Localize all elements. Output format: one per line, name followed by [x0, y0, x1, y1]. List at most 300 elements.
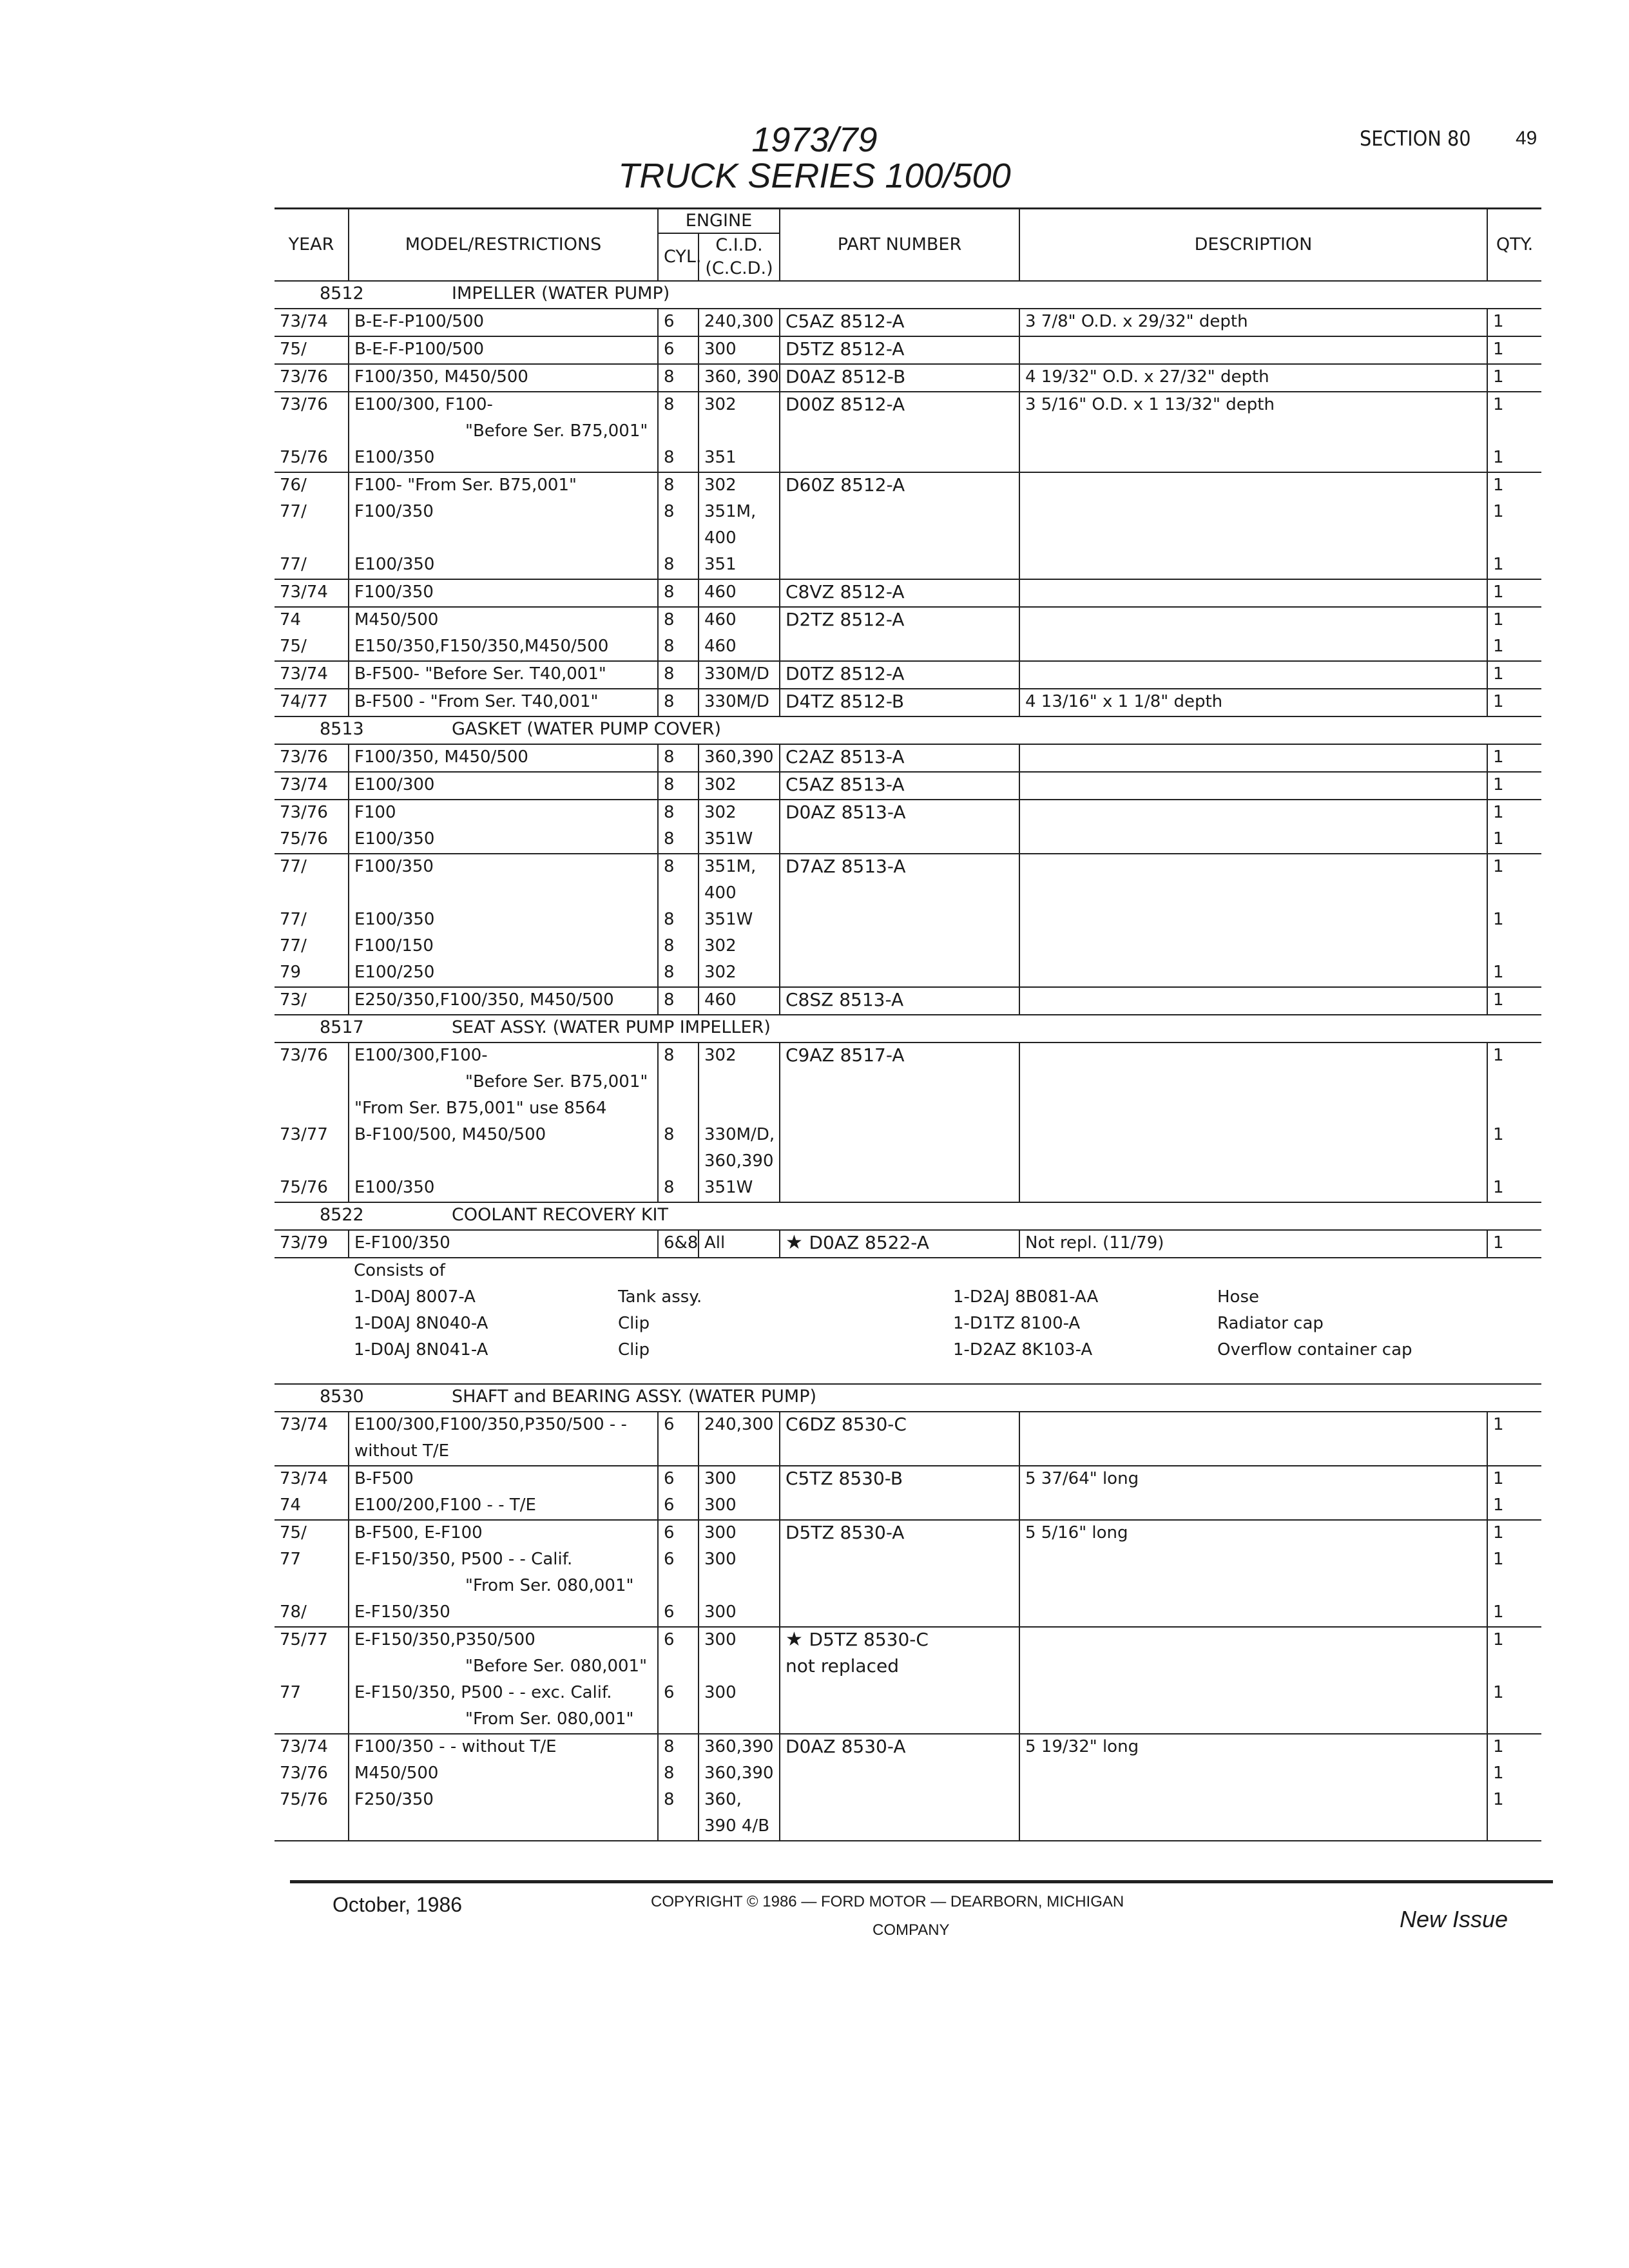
footer-issue: New Issue — [1400, 1906, 1509, 1932]
row-cid: 460 — [699, 607, 780, 634]
row-cid: 351M, — [699, 854, 780, 881]
row-model: E100/350 — [349, 445, 658, 472]
consists-label-row — [275, 1258, 1541, 1285]
row-description — [1019, 987, 1487, 1015]
row-cyl: 8 — [658, 1122, 699, 1149]
section-header-8530 — [275, 1384, 1541, 1412]
row-part — [780, 472, 1019, 499]
table-row — [275, 1814, 1541, 1841]
row-part — [780, 1175, 1019, 1202]
row-cid: 360, 390 — [699, 364, 780, 392]
row-qty: 1 — [1487, 634, 1541, 661]
row-cid: 351W — [699, 827, 780, 854]
row-year: 73/76 — [280, 1763, 328, 1783]
row-qty: 1 — [1487, 1787, 1541, 1814]
row-cid: 302 — [699, 934, 780, 960]
section-title: IMPELLER (WATER PUMP) — [452, 284, 670, 303]
section-title: SHAFT and BEARING ASSY. (WATER PUMP) — [452, 1387, 817, 1407]
row-year: 73/79 — [280, 1233, 328, 1253]
row-model — [349, 1814, 658, 1841]
row-cyl: 6 — [658, 1466, 699, 1493]
table-row — [275, 661, 1541, 689]
row-description — [1019, 1573, 1487, 1600]
table-row — [275, 1122, 1541, 1149]
row-description — [1019, 336, 1487, 364]
row-cid: 240,300 — [699, 1412, 780, 1439]
row-year: 74 — [280, 1495, 302, 1515]
row-model: E100/250 — [349, 960, 658, 987]
row-description: 3 5/16" O.D. x 1 13/32" depth — [1019, 392, 1487, 419]
row-model: B-F500- "Before Ser. T40,001" — [349, 661, 658, 689]
table-row — [275, 907, 1541, 934]
row-year: 77 — [280, 1683, 302, 1702]
row-cid: 400 — [699, 881, 780, 907]
row-year: 73/ — [280, 990, 307, 1010]
footer-company: COMPANY — [872, 1921, 950, 1939]
table-row — [275, 1573, 1541, 1600]
row-qty — [1487, 526, 1541, 552]
row-part — [780, 1761, 1019, 1787]
row-cyl: 6 — [658, 1493, 699, 1520]
consists-part2: 1-D1TZ 8100-A — [953, 1314, 1081, 1333]
title-years: 1973/79 — [751, 120, 878, 159]
row-qty: 1 — [1487, 1466, 1541, 1493]
row-description — [1019, 1122, 1487, 1149]
row-model: without T/E — [349, 1439, 658, 1466]
row-description — [1019, 445, 1487, 472]
consists-name2: Overflow container cap — [1217, 1340, 1412, 1360]
row-model: F100/150 — [349, 934, 658, 960]
row-model: B-F100/500, M450/500 — [349, 1122, 658, 1149]
row-cid: 360, — [699, 1787, 780, 1814]
part-number: D2TZ 8512-A — [786, 609, 905, 630]
col-cyl: CYL. — [658, 233, 699, 281]
row-part — [780, 689, 1019, 716]
row-year: 75/76 — [280, 448, 328, 467]
part-number: D5TZ 8512-A — [786, 338, 905, 360]
row-description — [1019, 960, 1487, 987]
row-description — [1019, 579, 1487, 607]
row-year: 77/ — [280, 936, 307, 956]
row-cyl: 8 — [658, 579, 699, 607]
row-year: 75/76 — [280, 1178, 328, 1197]
row-qty — [1487, 1439, 1541, 1466]
row-model: B-F500 — [349, 1466, 658, 1493]
table-row — [275, 1627, 1541, 1654]
part-number: C5AZ 8512-A — [786, 311, 905, 332]
row-qty: 1 — [1487, 772, 1541, 800]
part-number: C6DZ 8530-C — [786, 1414, 907, 1435]
section-title: COOLANT RECOVERY KIT — [452, 1205, 669, 1225]
consists-part2: 1-D2AJ 8B081-AA — [953, 1287, 1099, 1307]
row-model: F100/350 — [349, 854, 658, 881]
row-part — [780, 1707, 1019, 1734]
row-description — [1019, 1070, 1487, 1096]
row-model: E100/300 — [349, 772, 658, 800]
row-qty: 1 — [1487, 1230, 1541, 1258]
row-qty: 1 — [1487, 336, 1541, 364]
row-model: B-F500 - "From Ser. T40,001" — [349, 689, 658, 716]
col-engine: ENGINE — [658, 209, 780, 234]
table-row — [275, 827, 1541, 854]
row-part — [780, 1600, 1019, 1627]
row-description: 4 19/32" O.D. x 27/32" depth — [1019, 364, 1487, 392]
row-description — [1019, 1600, 1487, 1627]
row-cid: 302 — [699, 772, 780, 800]
table-row — [275, 772, 1541, 800]
row-description: 4 13/16" x 1 1/8" depth — [1019, 689, 1487, 716]
row-cyl — [658, 1439, 699, 1466]
row-description: 3 7/8" O.D. x 29/32" depth — [1019, 309, 1487, 336]
row-cyl: 6 — [658, 1412, 699, 1439]
part-number: C5AZ 8513-A — [786, 774, 905, 795]
row-part — [780, 1122, 1019, 1149]
row-qty: 1 — [1487, 1493, 1541, 1520]
row-cid: 302 — [699, 960, 780, 987]
row-model: F100/350, M450/500 — [349, 364, 658, 392]
row-year: 77/ — [280, 857, 307, 876]
row-year — [275, 1814, 349, 1841]
row-year: 73/74 — [280, 1469, 328, 1488]
row-part — [780, 579, 1019, 607]
row-cid: 300 — [699, 1466, 780, 1493]
row-qty: 1 — [1487, 1412, 1541, 1439]
row-qty: 1 — [1487, 607, 1541, 634]
table-row — [275, 499, 1541, 526]
row-cid: 360,390 — [699, 1734, 780, 1761]
row-year: 73/76 — [280, 1046, 328, 1065]
row-cid: 300 — [699, 1547, 780, 1573]
row-cid: 360,390 — [699, 1761, 780, 1787]
row-cyl: 8 — [658, 772, 699, 800]
row-cyl: 6 — [658, 1547, 699, 1573]
row-description: 5 37/64" long — [1019, 1466, 1487, 1493]
row-part — [780, 1734, 1019, 1761]
row-model: B-E-F-P100/500 — [349, 309, 658, 336]
row-qty: 1 — [1487, 1680, 1541, 1707]
row-description — [1019, 854, 1487, 881]
row-cyl — [658, 1654, 699, 1680]
consists-part: 1-D0AJ 8N041-A — [354, 1340, 488, 1360]
row-part — [780, 772, 1019, 800]
row-model: E-F150/350,P350/500 — [349, 1627, 658, 1654]
table-row — [275, 881, 1541, 907]
row-description — [1019, 1761, 1487, 1787]
row-part — [780, 499, 1019, 526]
row-year: 74 — [280, 610, 302, 629]
row-year: 75/ — [280, 637, 307, 656]
row-cyl: 8 — [658, 854, 699, 881]
row-year: 74/77 — [280, 692, 328, 711]
row-model: E100/300,F100- — [349, 1043, 658, 1070]
row-description: Not repl. (11/79) — [1019, 1230, 1487, 1258]
row-model: E100/350 — [349, 1175, 658, 1202]
row-part — [780, 661, 1019, 689]
row-qty: 1 — [1487, 1761, 1541, 1787]
row-model: E150/350,F150/350,M450/500 — [349, 634, 658, 661]
row-cyl: 8 — [658, 827, 699, 854]
table-row — [275, 960, 1541, 987]
row-model: E250/350,F100/350, M450/500 — [349, 987, 658, 1015]
row-description — [1019, 827, 1487, 854]
row-model: M450/500 — [349, 607, 658, 634]
section-header-8517 — [275, 1015, 1541, 1043]
table-row — [275, 689, 1541, 716]
table-row — [275, 419, 1541, 445]
row-model: "From Ser. B75,001" use 8564 — [349, 1096, 658, 1122]
part-number: D60Z 8512-A — [786, 474, 905, 495]
row-qty — [1487, 881, 1541, 907]
table-row — [275, 1096, 1541, 1122]
row-description — [1019, 499, 1487, 526]
table-row — [275, 364, 1541, 392]
row-year — [275, 1654, 349, 1680]
row-part — [780, 1787, 1019, 1814]
row-part — [780, 1230, 1019, 1258]
row-year — [275, 1439, 349, 1466]
table-row — [275, 392, 1541, 419]
consists-item — [275, 1338, 1541, 1364]
table-row — [275, 1680, 1541, 1707]
table-row — [275, 1600, 1541, 1627]
star-icon: ★ — [786, 1628, 809, 1651]
row-qty — [1487, 1149, 1541, 1175]
row-model: "From Ser. 080,001" — [349, 1573, 658, 1600]
row-model: "From Ser. 080,001" — [349, 1707, 658, 1734]
row-cyl: 8 — [658, 987, 699, 1015]
row-cid: 351M, — [699, 499, 780, 526]
part-number: D00Z 8512-A — [786, 394, 905, 415]
table-row — [275, 987, 1541, 1015]
row-year — [275, 1707, 349, 1734]
part-number: D4TZ 8512-B — [786, 691, 905, 712]
row-model: E100/350 — [349, 827, 658, 854]
table-row — [275, 552, 1541, 579]
row-cid: 400 — [699, 526, 780, 552]
row-description — [1019, 1627, 1487, 1654]
row-model: E-F150/350, P500 - - Calif. — [349, 1547, 658, 1573]
row-cyl: 8 — [658, 472, 699, 499]
page-number: 49 — [1516, 128, 1537, 149]
col-year: YEAR — [275, 209, 349, 282]
row-description — [1019, 934, 1487, 960]
row-description — [1019, 1439, 1487, 1466]
table-body — [275, 281, 1541, 1841]
row-cyl — [658, 1814, 699, 1841]
row-part — [780, 1520, 1019, 1547]
part-number: D5TZ 8530-C — [809, 1629, 929, 1650]
spacer-row — [275, 1364, 1541, 1384]
consists-part: 1-D0AJ 8N040-A — [354, 1314, 488, 1333]
row-model: M450/500 — [349, 1761, 658, 1787]
row-cyl: 8 — [658, 1761, 699, 1787]
row-description — [1019, 472, 1487, 499]
row-cid: 240,300 — [699, 309, 780, 336]
table-row — [275, 1734, 1541, 1761]
row-qty — [1487, 1654, 1541, 1680]
section-label: SECTION 80 — [1360, 126, 1471, 151]
row-year: 77/ — [280, 555, 307, 574]
row-cyl — [658, 881, 699, 907]
row-model: E100/200,F100 - - T/E — [349, 1493, 658, 1520]
part-number: D7AZ 8513-A — [786, 856, 906, 877]
part-number: C2AZ 8513-A — [786, 746, 905, 767]
row-part — [780, 1493, 1019, 1520]
consists-name: Clip — [618, 1314, 650, 1333]
row-cid: 302 — [699, 800, 780, 827]
row-description — [1019, 607, 1487, 634]
row-cid: 300 — [699, 1627, 780, 1654]
row-qty — [1487, 1814, 1541, 1841]
table-row — [275, 607, 1541, 634]
row-year: 73/76 — [280, 803, 328, 822]
row-part — [780, 526, 1019, 552]
row-qty: 1 — [1487, 907, 1541, 934]
row-qty: 1 — [1487, 1734, 1541, 1761]
parts-table — [275, 207, 1541, 1841]
row-description — [1019, 552, 1487, 579]
row-qty: 1 — [1487, 1547, 1541, 1573]
row-description — [1019, 907, 1487, 934]
row-part — [780, 364, 1019, 392]
row-part — [780, 1680, 1019, 1707]
row-year: 75/76 — [280, 829, 328, 849]
row-description — [1019, 1175, 1487, 1202]
row-cid: 360,390 — [699, 1149, 780, 1175]
row-cyl: 8 — [658, 499, 699, 526]
row-part — [780, 1627, 1019, 1654]
section-header-8522 — [275, 1202, 1541, 1230]
row-qty: 1 — [1487, 1600, 1541, 1627]
row-cyl — [658, 526, 699, 552]
row-qty — [1487, 1096, 1541, 1122]
row-cid: 302 — [699, 472, 780, 499]
row-part — [780, 1439, 1019, 1466]
row-year: 75/ — [280, 340, 307, 359]
table-row — [275, 1707, 1541, 1734]
row-description — [1019, 1547, 1487, 1573]
row-part — [780, 1573, 1019, 1600]
row-cid: 460 — [699, 634, 780, 661]
row-cid: 300 — [699, 336, 780, 364]
row-qty — [1487, 1573, 1541, 1600]
row-cyl: 8 — [658, 634, 699, 661]
row-cyl: 8 — [658, 607, 699, 634]
row-model: F100/350 — [349, 579, 658, 607]
row-part — [780, 1814, 1019, 1841]
row-qty — [1487, 1070, 1541, 1096]
row-cid — [699, 419, 780, 445]
table-row — [275, 744, 1541, 772]
row-cyl — [658, 419, 699, 445]
star-icon: ★ — [786, 1231, 809, 1254]
row-part — [780, 634, 1019, 661]
table-header — [275, 209, 1541, 282]
row-description — [1019, 1787, 1487, 1814]
row-description — [1019, 1814, 1487, 1841]
row-cyl: 6 — [658, 336, 699, 364]
row-qty: 1 — [1487, 552, 1541, 579]
col-model: MODEL/RESTRICTIONS — [349, 209, 658, 282]
row-description — [1019, 881, 1487, 907]
consists-item — [275, 1311, 1541, 1338]
row-cyl: 8 — [658, 392, 699, 419]
row-cyl: 8 — [658, 934, 699, 960]
consists-name2: Radiator cap — [1217, 1314, 1324, 1333]
row-cyl: 6 — [658, 1520, 699, 1547]
row-year: 73/74 — [280, 582, 328, 602]
part-number: not replaced — [786, 1655, 899, 1677]
consists-part2: 1-D2AZ 8K103-A — [953, 1340, 1093, 1360]
row-part — [780, 552, 1019, 579]
row-part — [780, 1149, 1019, 1175]
col-part: PART NUMBER — [780, 209, 1019, 282]
row-year — [275, 1149, 349, 1175]
consists-part: 1-D0AJ 8007-A — [354, 1287, 476, 1307]
section-header-8513 — [275, 716, 1541, 744]
row-part — [780, 987, 1019, 1015]
row-model: "Before Ser. 080,001" — [349, 1654, 658, 1680]
section-title: GASKET (WATER PUMP COVER) — [452, 719, 722, 739]
row-part — [780, 1547, 1019, 1573]
table-row — [275, 445, 1541, 472]
table-row — [275, 1070, 1541, 1096]
part-number: C9AZ 8517-A — [786, 1044, 905, 1066]
table-row — [275, 1654, 1541, 1680]
row-part — [780, 934, 1019, 960]
row-cyl: 8 — [658, 960, 699, 987]
row-description — [1019, 526, 1487, 552]
row-cyl: 6 — [658, 309, 699, 336]
row-year: 76/ — [280, 476, 307, 495]
row-qty: 1 — [1487, 960, 1541, 987]
row-part — [780, 960, 1019, 987]
row-year: 73/74 — [280, 1415, 328, 1434]
consists-name: Clip — [618, 1340, 650, 1360]
row-year: 75/77 — [280, 1630, 328, 1649]
row-cid: 330M/D — [699, 661, 780, 689]
row-year: 77/ — [280, 910, 307, 929]
row-year: 73/74 — [280, 775, 328, 794]
row-year: 73/74 — [280, 1737, 328, 1756]
row-model — [349, 526, 658, 552]
footer-date: October, 1986 — [333, 1893, 463, 1916]
row-cyl — [658, 1707, 699, 1734]
row-model: F100 — [349, 800, 658, 827]
part-number: D0TZ 8512-A — [786, 663, 905, 684]
row-cyl: 8 — [658, 800, 699, 827]
row-cid: 300 — [699, 1680, 780, 1707]
row-cid: 302 — [699, 392, 780, 419]
row-part — [780, 419, 1019, 445]
row-description — [1019, 744, 1487, 772]
section-code: 8513 — [320, 719, 364, 739]
row-model: "Before Ser. B75,001" — [349, 1070, 658, 1096]
row-description: 5 19/32" long — [1019, 1734, 1487, 1761]
row-qty: 1 — [1487, 1122, 1541, 1149]
row-year — [275, 881, 349, 907]
row-description — [1019, 772, 1487, 800]
title-series: TRUCK SERIES 100/500 — [618, 157, 1011, 195]
row-part — [780, 1096, 1019, 1122]
table-row — [275, 336, 1541, 364]
table-row — [275, 634, 1541, 661]
row-cyl — [658, 1096, 699, 1122]
col-cid: C.I.D. — [699, 233, 780, 257]
row-qty: 1 — [1487, 392, 1541, 419]
row-year: 79 — [280, 963, 302, 982]
row-description — [1019, 800, 1487, 827]
